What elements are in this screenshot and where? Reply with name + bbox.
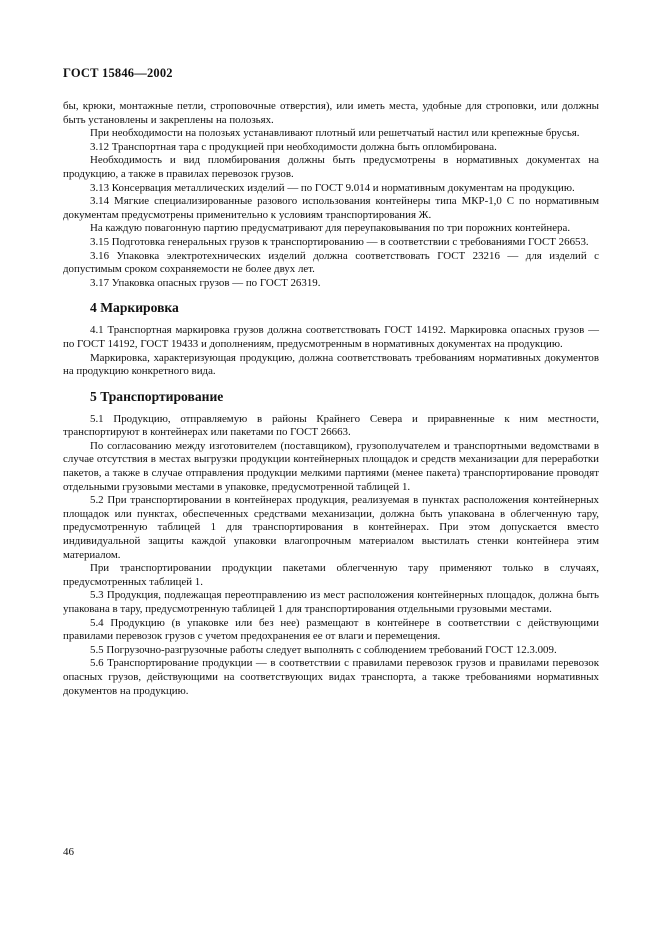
- paragraph: По согласованию между изготовителем (поставщиком), грузополучателем и транспортными ведомствами в случае отсутствия в местах выгрузки продукции контейнерных площадок и средств механизации для переработки пакетов, а также в случае отправления продукции мелкими партиями (менее пакета) транспортирование проводят отдельными грузовыми местами в упаковке, предусмотренной таблицей 1.: [63, 439, 599, 493]
- paragraph: 4.1 Транспортная маркировка грузов должна соответствовать ГОСТ 14192. Маркировка опасных грузов — по ГОСТ 14192, ГОСТ 19433 и дополнениям, предусмотренным в нормативных документах на продукцию.: [63, 324, 599, 350]
- paragraph: 3.14 Мягкие специализированные разового использования контейнеры типа МКР-1,0 С по нормативным документам предусмотрены применительно к условиям транспортирования Ж.: [63, 195, 599, 221]
- paragraph: 3.12 Транспортная тара с продукцией при необходимости должна быть опломбирована.: [90, 140, 497, 153]
- page-number: 46: [63, 846, 74, 858]
- section-heading-marking: 4 Маркировка: [90, 300, 179, 316]
- paragraph: 5.1 Продукцию, отправляемую в районы Крайнего Севера и приравненные к ним местности, транспортируют в контейнерах или пакетами по ГОСТ 26663.: [63, 412, 599, 439]
- paragraph: 5.2 При транспортировании в контейнерах продукция, реализуемая в пунктах расположения контейнерных площадок или пунктах, обеспеченных средствами механизации, должна быть упакована в облегченную тару, предусмотренную таблицей 1 для транспортирования в контейнерах. При этом допускается вместо индивидуальной защиты каждой упаковки влагопрочным материалом выстилать стенки контейнера этим материалом.: [63, 494, 599, 561]
- paragraph: При необходимости на полозьях устанавливают плотный или решетчатый настил или крепежные брусья.: [90, 127, 580, 140]
- paragraph: При транспортировании продукции пакетами облегченную тару применяют только в случаях, предусмотренных таблицей 1.: [63, 562, 599, 588]
- paragraph: 3.17 Упаковка опасных грузов — по ГОСТ 26319.: [90, 276, 321, 289]
- paragraph: Маркировка, характеризующая продукцию, должна соответствовать требованиям нормативных документов на продукцию конкретного вида.: [63, 351, 599, 378]
- paragraph: 5.5 Погрузочно-разгрузочные работы следует выполнять с соблюдением требований ГОСТ 12.3.009.: [90, 643, 557, 656]
- paragraph: 5.4 Продукцию (в упаковке или без нее) размещают в контейнере в соответствии с действующими правилами перевозок грузов с учетом предохранения ее от влаги и перемещения.: [63, 616, 599, 643]
- paragraph: 5.6 Транспортирование продукции — в соответствии с правилами перевозок грузов и правилами перевозок опасных грузов, действующими на соответствующих видах транспорта, а также требованиями нормативных документов на продукцию.: [63, 657, 599, 697]
- paragraph: 5.3 Продукция, подлежащая переотправлению из мест расположения контейнерных площадок, должна быть упакована в тару, предусмотренную таблицей 1 для транспортирования отдельными грузовыми местами.: [63, 589, 599, 615]
- document-body: [63, 100, 599, 698]
- document-header: ГОСТ 15846—2002: [63, 66, 173, 80]
- paragraph: 3.15 Подготовка генеральных грузов к транспортированию — в соответствии с требованиями ГОСТ 26653.: [90, 235, 589, 248]
- section-heading-transport: 5 Транспортирование: [90, 388, 224, 404]
- paragraph: Необходимость и вид пломбирования должны быть предусмотрены в нормативных документах на продукцию, а также в правилах перевозок грузов.: [63, 154, 599, 180]
- paragraph: бы, крюки, монтажные петли, строповочные отверстия), или иметь места, удобные для строповки, или должны быть установлены и закреплены на полозьях.: [63, 100, 599, 126]
- paragraph: На каждую повагонную партию предусматривают для переупаковывания по три порожних контейнера.: [90, 222, 571, 235]
- paragraph: 3.16 Упаковка электротехнических изделий должна соответствовать ГОСТ 23216 — для изделий с допустимым сроком сохраняемости не более двух лет.: [63, 249, 599, 276]
- paragraph: 3.13 Консервация металлических изделий — по ГОСТ 9.014 и нормативным документам на продукцию.: [90, 181, 575, 194]
